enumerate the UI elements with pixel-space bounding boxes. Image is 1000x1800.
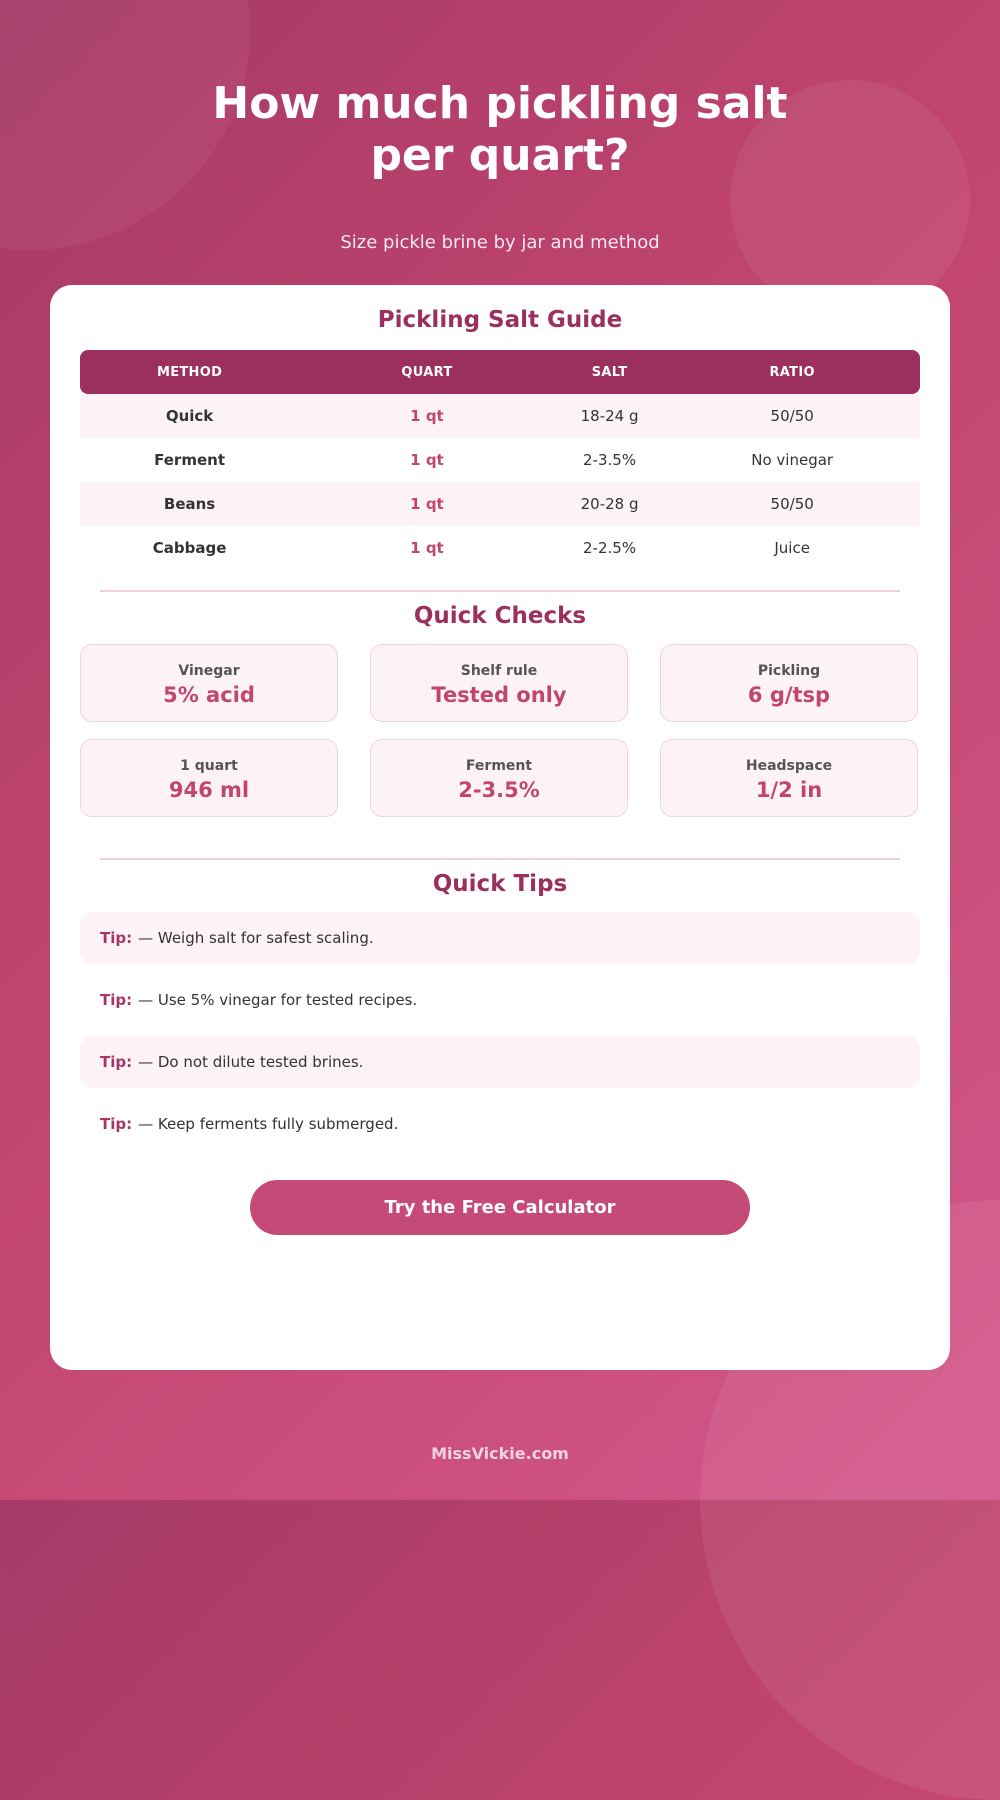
check-label: 1 quart — [180, 758, 238, 774]
cell-ratio: 50/50 — [770, 495, 814, 513]
tip-key: Tip: — [100, 1053, 133, 1071]
page-title-line-1: How much pickling salt — [212, 78, 788, 129]
check-value: 946 ml — [168, 778, 250, 802]
column-header-salt: SALT — [591, 364, 628, 380]
salt-guide-table — [80, 350, 920, 570]
column-header-method: METHOD — [156, 364, 223, 380]
cell-salt: 18-24 g — [580, 407, 639, 425]
try-free-calculator-button[interactable]: Try the Free Calculator — [250, 1180, 750, 1235]
cell-quart: 1 qt — [410, 451, 444, 469]
cell-method: Cabbage — [152, 539, 227, 557]
column-header-quart: QUART — [401, 364, 453, 380]
tip-text: — Use 5% vinegar for tested recipes. — [138, 991, 418, 1009]
tip-key: Tip: — [100, 991, 133, 1009]
cell-ratio: Juice — [774, 539, 810, 557]
check-label: Vinegar — [178, 663, 240, 679]
check-card-vinegar — [80, 644, 338, 722]
check-card-headspace — [660, 739, 918, 817]
check-value: Tested only — [431, 683, 567, 707]
tip-item — [80, 1098, 920, 1150]
check-card-1-quart — [80, 739, 338, 817]
check-card-ferment — [370, 739, 628, 817]
tip-item — [80, 974, 920, 1026]
tip-item — [80, 912, 920, 964]
cell-quart: 1 qt — [410, 539, 444, 557]
quick-tips-list — [80, 912, 920, 1160]
table-row — [80, 526, 920, 570]
section-divider — [100, 590, 900, 592]
table-header-row — [80, 350, 920, 394]
footer-brand-link[interactable]: MissVickie.com — [431, 1444, 569, 1463]
section-divider — [100, 858, 900, 860]
check-value: 1/2 in — [755, 778, 823, 802]
check-label: Ferment — [465, 758, 533, 774]
tip-text: — Do not dilute tested brines. — [138, 1053, 364, 1071]
table-row — [80, 394, 920, 438]
page-title — [0, 78, 1000, 182]
check-card-pickling — [660, 644, 918, 722]
table-row — [80, 438, 920, 482]
check-label: Shelf rule — [460, 663, 538, 679]
check-card-shelf-rule — [370, 644, 628, 722]
page-subtitle: Size pickle brine by jar and method — [340, 232, 660, 253]
tip-key: Tip: — [100, 1115, 133, 1133]
check-value: 5% acid — [163, 683, 255, 707]
cell-method: Quick — [165, 407, 214, 425]
cell-method: Ferment — [154, 451, 225, 469]
guide-title: Pickling Salt Guide — [377, 307, 623, 333]
cell-method: Beans — [163, 495, 216, 513]
column-header-ratio: RATIO — [769, 364, 815, 380]
tip-item — [80, 1036, 920, 1088]
checks-title: Quick Checks — [413, 603, 587, 629]
page-title-line-2: per quart? — [370, 130, 630, 181]
check-label: Headspace — [745, 758, 833, 774]
tips-title: Quick Tips — [432, 871, 568, 897]
check-value: 2-3.5% — [458, 778, 540, 802]
cell-salt: 2-2.5% — [583, 539, 637, 557]
cell-ratio: No vinegar — [751, 451, 834, 469]
table-row — [80, 482, 920, 526]
cell-salt: 20-28 g — [580, 495, 639, 513]
cell-ratio: 50/50 — [770, 407, 814, 425]
content-card — [50, 285, 950, 1370]
cell-salt: 2-3.5% — [583, 451, 637, 469]
check-label: Pickling — [757, 663, 821, 679]
check-value: 6 g/tsp — [747, 683, 831, 707]
tip-text: — Keep ferments fully submerged. — [138, 1115, 399, 1133]
tip-text: — Weigh salt for safest scaling. — [138, 929, 374, 947]
tip-key: Tip: — [100, 929, 133, 947]
cell-quart: 1 qt — [410, 495, 444, 513]
cell-quart: 1 qt — [410, 407, 444, 425]
